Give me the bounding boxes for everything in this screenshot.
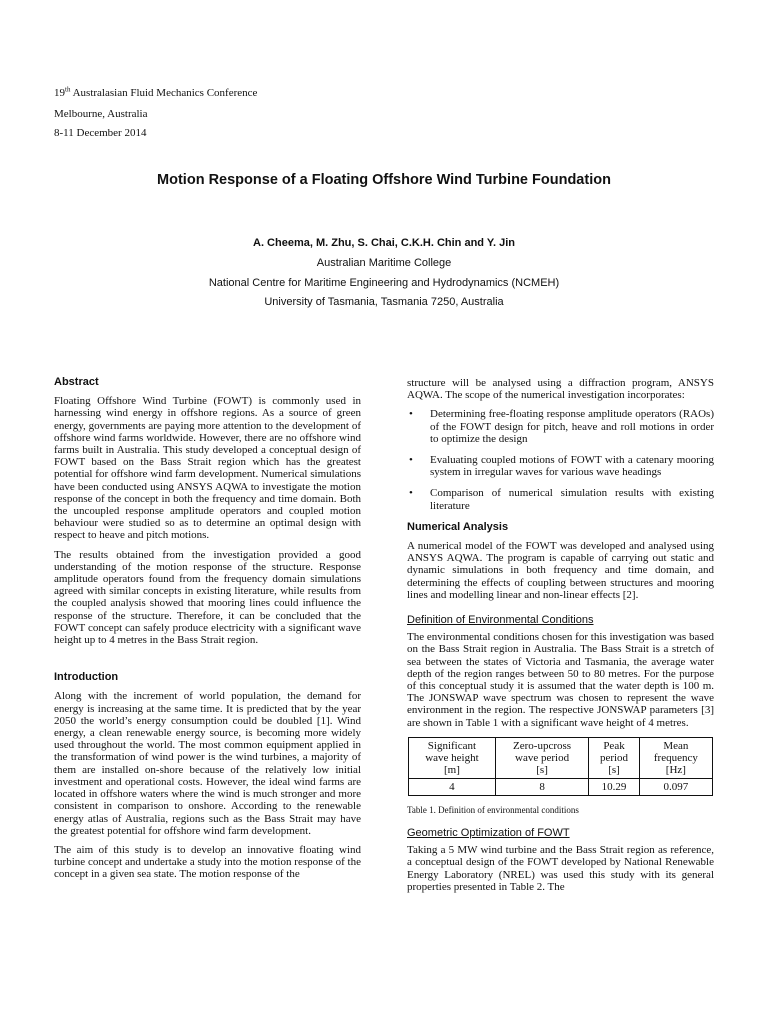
table-header-cell: Zero-upcross wave period [s] [495,737,588,778]
table-header-cell: Mean frequency [Hz] [639,737,712,778]
environmental-conditions-heading: Definition of Environmental Conditions [407,614,594,627]
abstract-paragraph-2: The results obtained from the investigation provided a good understanding of the motion response of the structure. Response amplitude operators found from the frequency domain simulations agreed with similar concepts in existing literature, while results from the coupled analysis showed that mooring lines could influence the response of the structure. Therefore, it can be concluded that the FOWT concept can safely produce electricity with a significant wave height up to 4 metres in the Bass Strait region. [54,548,361,647]
table-row [409,778,713,795]
introduction-heading: Introduction [54,671,119,684]
abstract-heading: Abstract [54,376,99,388]
affiliation-3: University of Tasmania, Tasmania 7250, Australia [264,296,504,308]
left-column [54,376,361,888]
list-item: • Determining free-floating response amplitude operators (RAOs) of the FOWT design for pitch, heave and roll motions in order to optimize the design [409,408,714,445]
table-cell: 8 [495,778,588,795]
right-column [407,377,714,900]
bullet-icon: • [409,454,413,467]
table-header-cell: Significant wave height [m] [409,737,496,778]
environmental-conditions-table [408,737,713,796]
affiliation-1: Australian Maritime College [316,257,452,269]
table-cell: 4 [409,778,496,795]
conference-name: 19th Australasian Fluid Mechanics Conference [54,85,258,99]
geometric-optimization-paragraph: Taking a 5 MW wind turbine and the Bass Strait region as reference, a conceptual design of the FOWT developed by National Renewable Energy Laboratory (NREL) was used this study with its general properties presented in Table 2. The [407,844,714,893]
abstract-paragraph-1: Floating Offshore Wind Turbine (FOWT) is commonly used in harnessing wind energy in offshore regions. As a source of green energy, governments are paying more attention to the development of offshore wind farms worldwide. However, there are no offshore wind farms built in Australia. This study developed a conceptual design of FOWT based on the Bass Strait region which has the greatest potential for offshore wind farm development. Numerical simulations have been conducted using ANSYS AQWA to investigate the motion response of the concept in both the frequency and time domain. Both the uncoupled response amplitude operators and coupled motion behaviour were studied so as to determine an optimal design with respect to heave and pitch motions. [54,395,361,542]
author-list: A. Cheema, M. Zhu, S. Chai, C.K.H. Chin and Y. Jin [253,237,515,249]
bullet-icon: • [409,487,413,500]
geometric-optimization-heading: Geometric Optimization of FOWT [407,827,570,840]
table-cell: 10.29 [589,778,639,795]
conference-location: Melbourne, Australia [54,108,148,120]
environmental-conditions-paragraph: The environmental conditions chosen for this investigation was based on the Bass Strait region in Australia. The Bass Strait is a stretch of sea between the states of Victoria and Tasmania, the average water depth of the region ranges between 50 to 80 metres. For the purpose of this conceptual study it is assumed that the water depth is 100 m. The JONSWAP wave spectrum was chosen to represent the wave environment in the region. The respective JONSWAP parameters [3] are shown in Table 1 with a significant wave height of 4 metres. [407,631,714,729]
bullet-icon: • [409,408,413,421]
list-item: • Evaluating coupled motions of FOWT with a catenary mooring system in irregular waves for various wave headings [409,454,714,479]
scope-paragraph: structure will be analysed using a diffraction program, ANSYS AQWA. The scope of the numerical investigation incorporates: [407,377,714,402]
paper-title: Motion Response of a Floating Offshore Wind Turbine Foundation [157,172,611,188]
numerical-analysis-paragraph: A numerical model of the FOWT was developed and analysed using ANSYS AQWA. The program is capable of carrying out static and dynamic simulations in both frequency and time domain, and determining the effects of coupling between structures and mooring lines and modelling linear and non-linear effects [2]. [407,540,714,601]
conference-dates: 8-11 December 2014 [54,127,147,139]
table-header-row [409,737,713,778]
table-caption: Table 1. Definition of environmental conditions [407,804,579,815]
introduction-paragraph-2: The aim of this study is to develop an innovative floating wind turbine concept and undertake a study into the motion response of the concept in a given sea state. The motion response of the [54,843,361,881]
affiliation-2: National Centre for Maritime Engineering and Hydrodynamics (NCMEH) [208,277,560,289]
table-header-cell: Peak period [s] [589,737,639,778]
introduction-paragraph-1: Along with the increment of world population, the demand for energy is increasing at the same time. It is predicted that by the year 2050 the world’s energy consumption could be doubled [1]. Wind energy, a clean renewable energy source, is becoming more widely used throughout the world. The most common equipment applied in the transformation of wind power is the wind turbines, a majority of them are installed on-shore because of the relatively low initial investment and operational costs. However, the ideal wind farms are located in offshore waters where the wind is much stronger and more consistent in comparison to onshore. According to the renewable energy atlas of Australia, regions such as the Bass Strait may have the greatest potential for offshore wind farm development. [54,690,361,837]
scope-bullet-list [407,408,714,511]
table-cell: 0.097 [639,778,712,795]
numerical-analysis-heading: Numerical Analysis [407,520,509,533]
list-item: • Comparison of numerical simulation results with existing literature [409,487,714,512]
